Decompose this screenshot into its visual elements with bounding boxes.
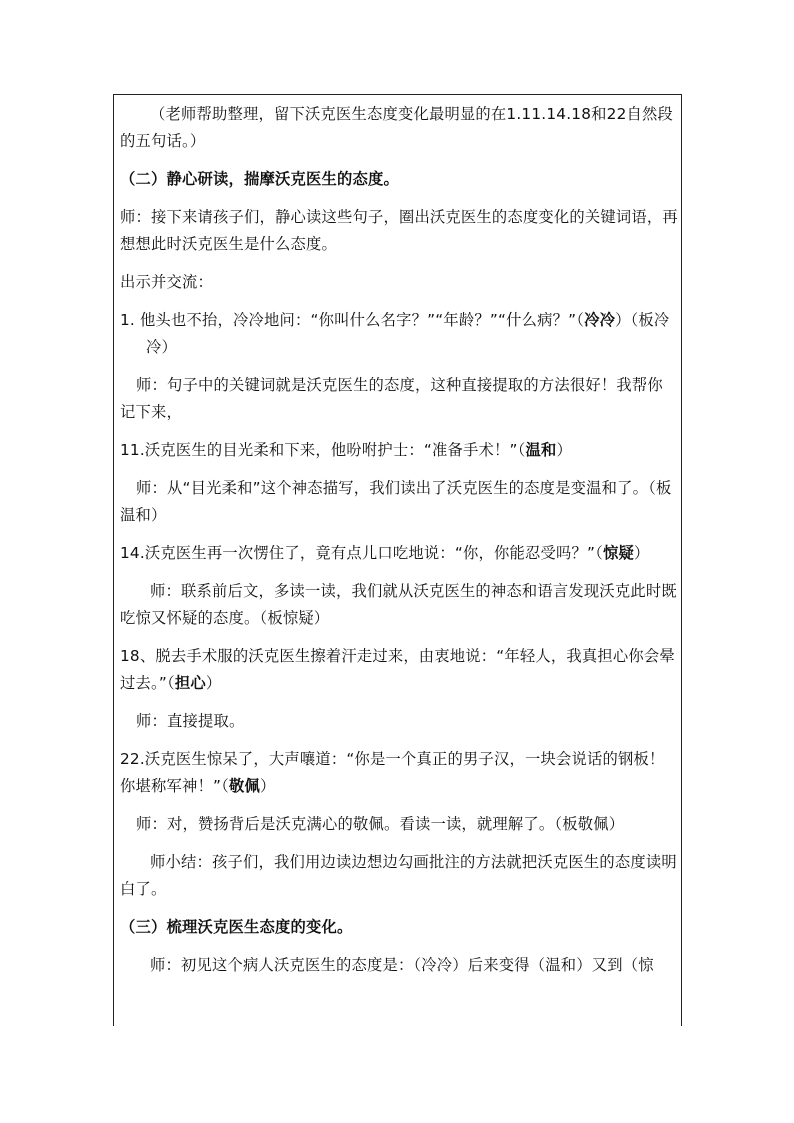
teacher-comment-22: 师：对，赞扬背后是沃克满心的敬佩。看读一读，就理解了。（板敬佩） [136, 815, 625, 833]
lesson-content [120, 101, 678, 990]
teacher-comment-18: 师：直接提取。 [136, 712, 245, 730]
teacher-comment-1: 师：句子中的关键词就是沃克医生的态度，这种直接提取的方法很好！我帮你记下来， [120, 376, 663, 421]
sentence-18-text: 18、脱去手术服的沃克医生擦着汗走过来，由衷地说：“年轻人，我真担心你会晕过去。”（ [120, 647, 675, 692]
sentence-1-tail: ）（板冷冷） [146, 311, 670, 356]
teacher-comment-14: 师：联系前后文，多读一读，我们就从沃克医生的神态和语言发现沃克此时既吃惊又怀疑的态度。（板惊疑） [120, 582, 677, 627]
section-heading-3: （三）梳理沃克医生态度的变化。 [120, 918, 353, 936]
lesson-table-cell [113, 94, 682, 1026]
sentence-1-text: 1. 他头也不抬，冷冷地问：“你叫什么名字？”“年龄？”“什么病？”（ [120, 311, 585, 329]
sentence-14-tail: ） [633, 544, 650, 562]
sentence-11-keyword: 温和 [525, 441, 557, 459]
section-heading-2: （二）静心研读，揣摩沃克医生的态度。 [120, 170, 399, 188]
teacher-comment-11: 师：从“目光柔和”这个神态描写，我们读出了沃克医生的态度是变温和了。（板温和） [120, 479, 672, 524]
sentence-11-text: 11.沃克医生的目光柔和下来，他吩咐护士：“准备手术！”（ [120, 441, 526, 459]
sentence-18-tail: ） [205, 674, 222, 692]
teacher-instruction-paragraph: 师：接下来请孩子们，静心读这些句子，圈出沃克医生的态度变化的关键词语，再想想此时沃克医生是什么态度。 [120, 208, 678, 253]
teacher-summary: 师小结：孩子们，我们用边读边想边勾画批注的方法就把沃克医生的态度读明白了。 [120, 853, 677, 898]
sentence-11-tail: ） [556, 441, 572, 459]
sentence-1-keyword: 冷冷 [584, 311, 616, 329]
sentence-22-keyword: 敬佩 [228, 777, 260, 795]
sentence-22 [120, 746, 678, 800]
sentence-11 [120, 437, 678, 464]
teacher-note-paragraph: （老师帮助整理，留下沃克医生态度变化最明显的在1.11.14.18和22自然段的五句话。） [120, 105, 673, 150]
show-exchange-label: 出示并交流： [120, 273, 213, 291]
sentence-18 [120, 643, 678, 697]
sentence-22-text: 22.沃克医生惊呆了，大声嚷道：“你是一个真正的男子汉，一块会说话的钢板！你堪称军神！”（ [120, 750, 665, 795]
sentence-18-keyword: 担心 [174, 674, 206, 692]
sentence-22-tail: ） [259, 777, 276, 795]
sentence-14-text: 14.沃克医生再一次愣住了，竟有点儿口吃地说：“你，你能忍受吗？”（ [120, 544, 603, 562]
sentence-14 [120, 540, 678, 567]
sentence-14-keyword: 惊疑 [602, 544, 634, 562]
teacher-sequence-paragraph: 师：初见这个病人沃克医生的态度是：（冷冷）后来变得（温和）又到（惊 [150, 956, 654, 974]
sentence-1 [120, 307, 678, 361]
